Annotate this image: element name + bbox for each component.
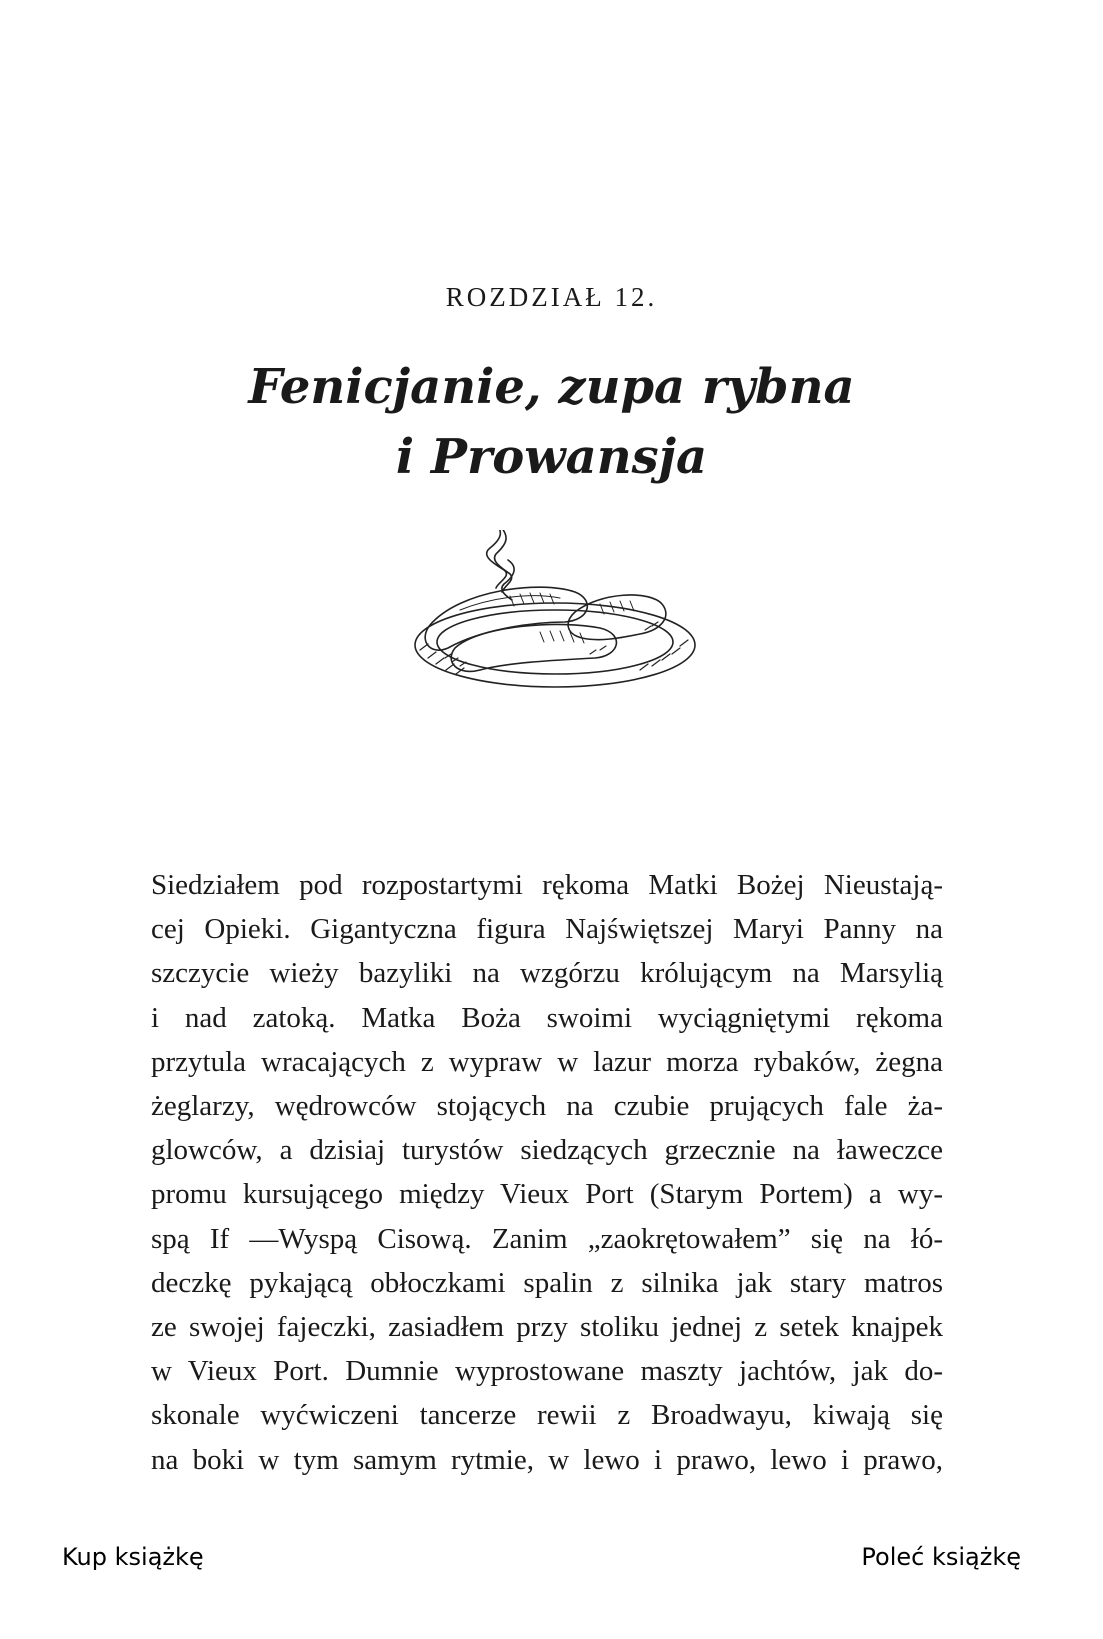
- body-line: Siedziałem pod rozpostartymi rękoma Matki Bożej Nieustają-: [151, 869, 943, 901]
- sausages-on-plate-icon: [400, 530, 710, 730]
- body-line: na boki w tym samym rytmie, w lewo i prawo, lewo i prawo,: [151, 1443, 943, 1476]
- body-line: w Vieux Port. Dumnie wyprostowane maszty jachtów, jak do-: [151, 1355, 943, 1388]
- body-line: spą If —Wyspą Cisową. Zanim „zaokrętowałem” się na łó-: [151, 1222, 943, 1255]
- body-line: ze swojej fajeczki, zasiadłem przy stoliku jednej z setek knajpek: [151, 1311, 943, 1344]
- body-line: cej Opieki. Gigantyczna figura Najświętszej Maryi Panny na: [151, 913, 943, 946]
- chapter-title-line-2: i Prowansja: [395, 429, 708, 485]
- body-line: glowców, a dzisiaj turystów siedzących grzecznie na ławeczce: [151, 1134, 943, 1167]
- body-line: i nad zatoką. Matka Boża swoimi wyciągniętymi rękoma: [151, 1001, 943, 1034]
- body-line: szczycie wieży bazyliki na wzgórzu królującym na Marsylią: [151, 957, 943, 990]
- buy-book-link[interactable]: Kup książkę: [62, 1543, 204, 1571]
- body-text: [151, 863, 943, 1482]
- recommend-book-link[interactable]: Poleć książkę: [861, 1543, 1021, 1571]
- chapter-title-line-1: Fenicjanie, zupa rybna: [248, 359, 855, 415]
- chapter-label: ROZDZIAŁ 12.: [445, 282, 658, 312]
- body-line: deczkę pykającą obłoczkami spalin z silnika jak stary matros: [151, 1266, 943, 1299]
- body-line: przytula wracających z wypraw w lazur morza rybaków, żegna: [151, 1045, 943, 1078]
- chapter-title: [0, 352, 1103, 492]
- body-line: żeglarzy, wędrowców stojących na czubie prujących fale ża-: [151, 1090, 943, 1123]
- body-line: skonale wyćwiczeni tancerze rewii z Broadwayu, kiwają się: [151, 1399, 943, 1432]
- body-line: promu kursującego między Vieux Port (Starym Portem) a wy-: [151, 1178, 943, 1211]
